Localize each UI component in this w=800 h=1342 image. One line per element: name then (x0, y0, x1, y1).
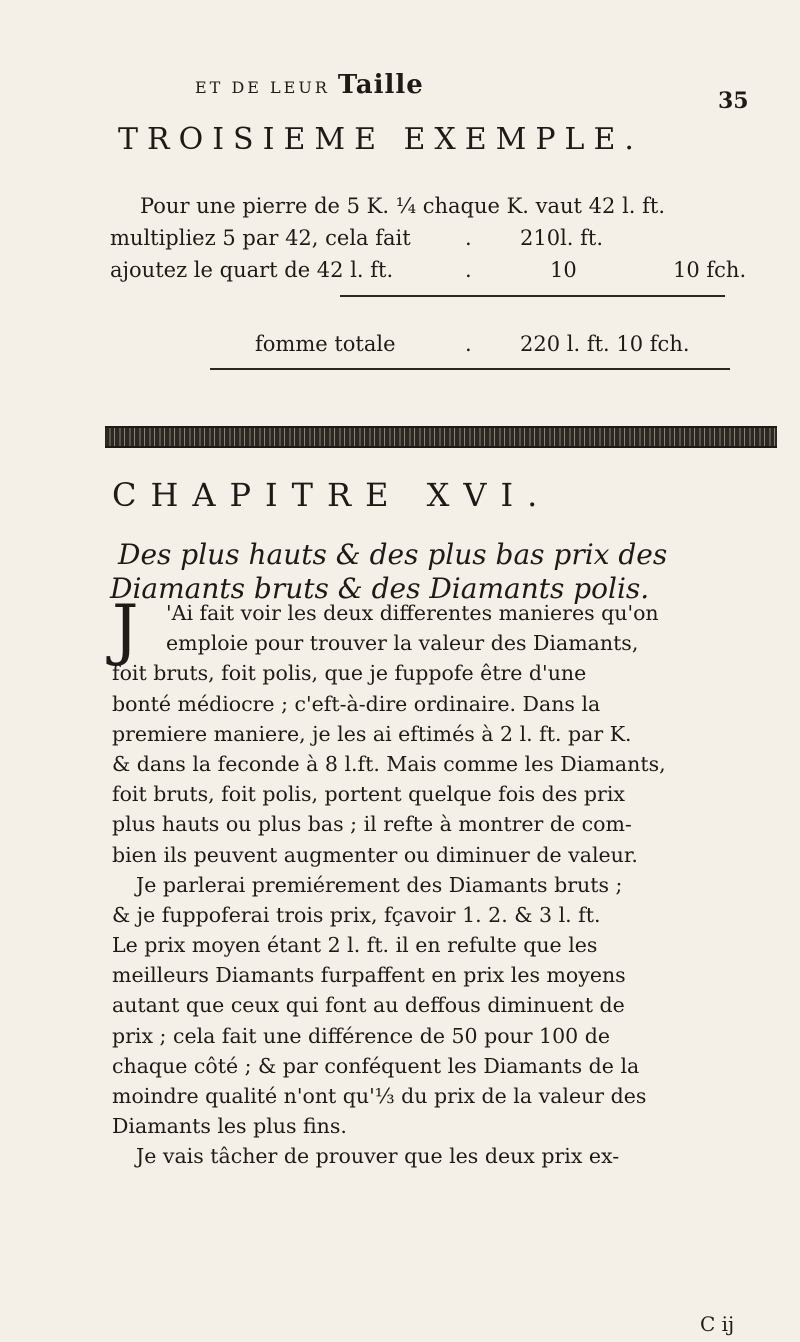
body-line: Je parlerai premiérement des Diamants bruts ; (136, 872, 623, 897)
body-line: emploie pour trouver la valeur des Diamants, (166, 631, 639, 656)
body-text (112, 591, 792, 1172)
example-line-3-text: ajoutez le quart de 42 l. ft. (110, 258, 394, 282)
body-line: foit bruts, foit polis, que je fuppofe être d'une (112, 661, 587, 686)
body-line: autant que ceux qui font au deffous diminuent de (112, 993, 625, 1018)
drop-cap: J (112, 591, 139, 668)
running-head (195, 70, 665, 100)
page-number: 35 (718, 88, 749, 114)
example-line-2-value: 210l. ft. (520, 226, 604, 250)
example-line-3-value-1: 10 (550, 258, 577, 282)
example-total-value: 220 l. ft. 10 fch. (520, 332, 690, 356)
body-line: premiere maniere, je les ai eftimés à 2 l. ft. par K. (112, 721, 632, 746)
example-total-dot: . (465, 332, 472, 356)
example-line-1-text: Pour une pierre de 5 K. ¼ chaque K. vaut 42 l. ft. (140, 194, 666, 218)
sum-rule-bottom (210, 368, 730, 370)
body-line: Diamants les plus fins. (112, 1114, 347, 1139)
sum-rule-top (340, 295, 725, 297)
chapter-subtitle-line-2: Diamants bruts & des Diamants polis. (110, 572, 650, 605)
running-head-word: Taille (337, 70, 424, 100)
example-line-3-dot: . (465, 258, 472, 282)
example-total-text: fomme totale (255, 332, 396, 356)
body-line: 'Ai fait voir les deux differentes manieres qu'on (166, 601, 659, 625)
body-line: Je vais tâcher de prouver que les deux prix ex- (136, 1144, 620, 1169)
chapter-subtitle-line-1: Des plus hauts & des plus bas prix des (118, 538, 668, 571)
body-line: & je fuppoferai trois prix, fçavoir 1. 2. & 3 l. ft. (112, 902, 601, 927)
example-line-2-text: multipliez 5 par 42, cela fait (110, 226, 411, 250)
chapter-heading: CHAPITRE XVI. (112, 476, 552, 514)
body-line: plus hauts ou plus bas ; il refte à montrer de com- (112, 812, 632, 837)
body-line: Le prix moyen étant 2 l. ft. il en refulte que les (112, 933, 598, 958)
body-line: bien ils peuvent augmenter ou diminuer de valeur. (112, 842, 638, 867)
body-line: meilleurs Diamants furpaffent en prix les moyens (112, 963, 626, 988)
body-line: moindre qualité n'ont qu'⅓ du prix de la valeur des (112, 1084, 647, 1108)
body-line: chaque côté ; & par conféquent les Diamants de la (112, 1053, 640, 1078)
body-line: & dans la feconde à 8 l.ft. Mais comme les Diamants, (112, 751, 666, 776)
example-line-3-value-2: 10 fch. (673, 258, 747, 282)
body-line: foit bruts, foit polis, portent quelque fois des prix (112, 782, 625, 807)
example-line-2-dot: . (465, 226, 472, 250)
body-line: prix ; cela fait une différence de 50 pour 100 de (112, 1023, 610, 1048)
ornament-band (105, 426, 777, 448)
body-line: bonté médiocre ; c'eft-à-dire ordinaire. Dans la (112, 691, 601, 716)
section-title: TROISIEME EXEMPLE. (118, 122, 643, 157)
signature-mark: C ij (700, 1312, 735, 1336)
running-head-prefix: ET DE LEUR (195, 78, 330, 97)
